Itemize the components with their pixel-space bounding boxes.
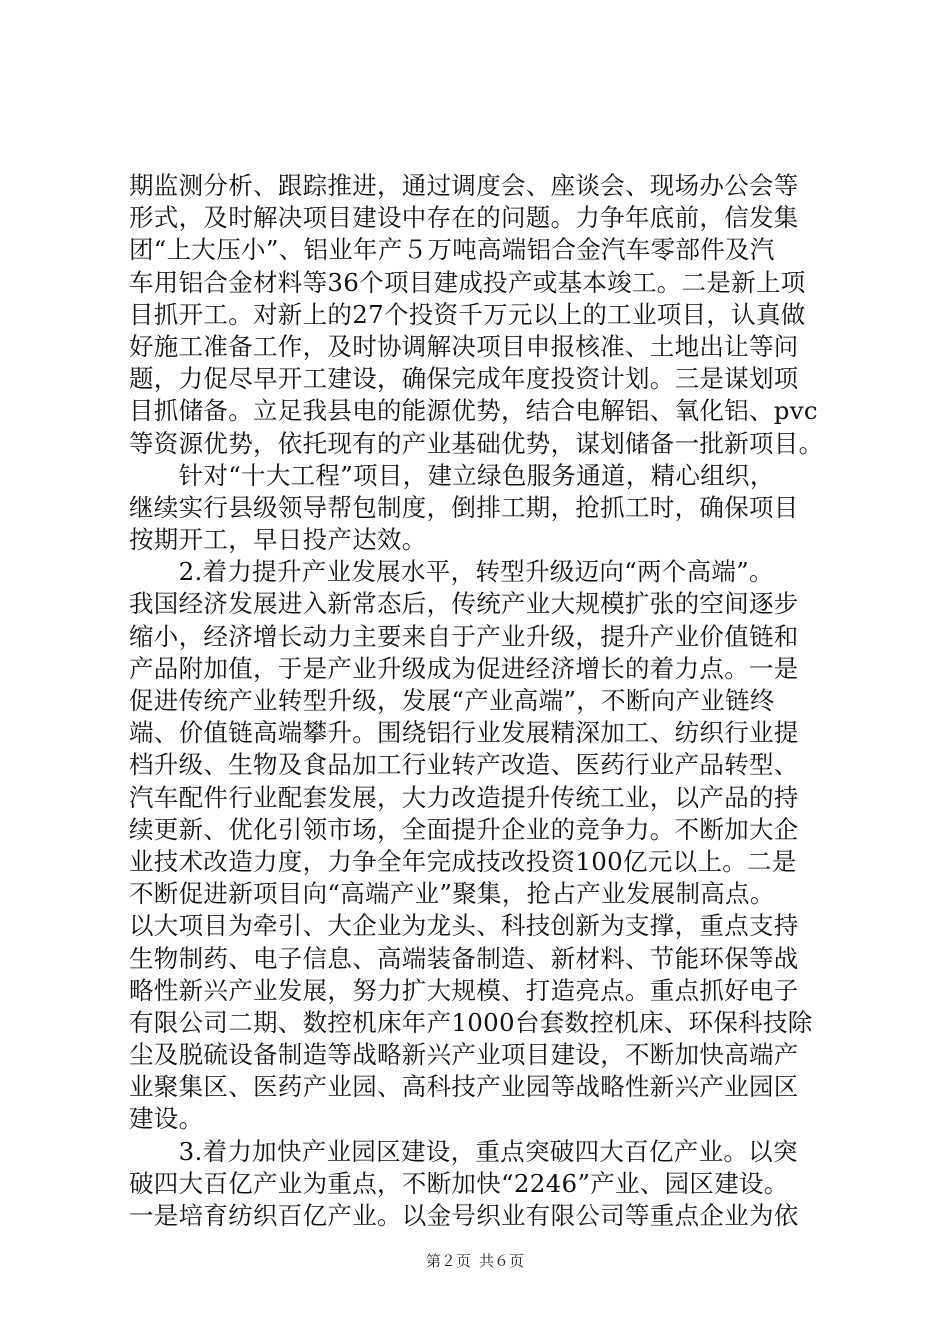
text-line: 按期开工，早日投产达效。 (129, 525, 427, 555)
page-footer (0, 1250, 950, 1271)
text-line: 汽车配件行业配套发展，大力改造提升传统工业，以产品的持 (129, 782, 799, 812)
text-line: 建设。 (129, 1104, 204, 1134)
text-line: 业聚集区、医药产业园、高科技产业园等战略性新兴产业园区 (129, 1072, 799, 1102)
text-line: 题，力促尽早开工建设，确保完成年度投资计划。三是谋划项 (129, 364, 799, 394)
text-line: 业技术改造力度，力争全年完成技改投资100亿元以上。二是 (129, 846, 797, 876)
text-line: 一是培育纺织百亿产业。以金号织业有限公司等重点企业为依 (129, 1201, 799, 1230)
text-line: 档升级、生物及食品加工行业转产改造、医药行业产品转型、 (129, 750, 799, 780)
text-line: 缩小，经济增长动力主要来自于产业升级，提升产业价值链和 (129, 621, 799, 651)
text-line: 3.着力加快产业园区建设，重点突破四大百亿产业。以突 (129, 1136, 798, 1166)
text-line: 产品附加值，于是产业升级成为促进经济增长的着力点。一是 (129, 653, 799, 683)
text-line: 团“上大压小”、铝业年产５万吨高端铝合金汽车零部件及汽 (129, 235, 775, 265)
text-line: 我国经济发展进入新常态后，传统产业大规模扩张的空间逐步 (129, 589, 799, 619)
text-line: 形式，及时解决项目建设中存在的问题。力争年底前，信发集 (129, 203, 799, 233)
text-line: 目抓开工。对新上的27个投资千万元以上的工业项目，认真做 (129, 299, 806, 329)
text-line: 期监测分析、跟踪推进，通过调度会、座谈会、现场办公会等 (129, 171, 799, 200)
text-line: 以大项目为牵引、大企业为龙头、科技创新为支撑，重点支持 (129, 911, 799, 941)
body-text (129, 170, 829, 1232)
page-number: 第２页 (425, 1252, 471, 1270)
text-line: 尘及脱硫设备制造等战略新兴产业项目建设，不断加快高端产 (129, 1040, 799, 1070)
text-line: 2.着力提升产业发展水平，转型升级迈向“两个高端”。 (129, 557, 774, 587)
text-line: 有限公司二期、数控机床年产1000台套数控机床、环保科技除 (129, 1007, 813, 1037)
text-line: 等资源优势，依托现有的产业基础优势，谋划储备一批新项目。 (129, 428, 824, 458)
text-line: 促进传统产业转型升级，发展“产业高端”，不断向产业链终 (129, 686, 775, 715)
text-line: 好施工准备工作，及时协调解决项目申报核准、土地出让等问 (129, 331, 799, 361)
text-line: 目抓储备。立足我县电的能源优势，结合电解铝、氧化铝、pvc (129, 396, 818, 426)
text-line: 续更新、优化引领市场，全面提升企业的竞争力。不断加大企 (129, 814, 799, 844)
text-line: 端、价值链高端攀升。围绕铝行业发展精深加工、纺织行业提 (129, 718, 799, 748)
text-line: 继续实行县级领导帮包制度，倒排工期，抢抓工时，确保项目 (129, 492, 799, 522)
text-line: 略性新兴产业发展，努力扩大规模、打造亮点。重点抓好电子 (129, 975, 799, 1005)
text-line: 不断促进新项目向“高端产业”聚集，抢占产业发展制高点。 (129, 879, 775, 909)
page-total: 共６页 (479, 1252, 525, 1270)
text-line: 针对“十大工程”项目，建立绿色服务通道，精心组织， (129, 460, 775, 490)
text-line: 车用铝合金材料等36个项目建成投产或基本竣工。二是新上项 (129, 267, 806, 297)
text-line: 破四大百亿产业为重点，不断加快“2246”产业、园区建设。 (129, 1168, 789, 1198)
text-line: 生物制药、电子信息、高端装备制造、新材料、节能环保等战 (129, 943, 799, 973)
